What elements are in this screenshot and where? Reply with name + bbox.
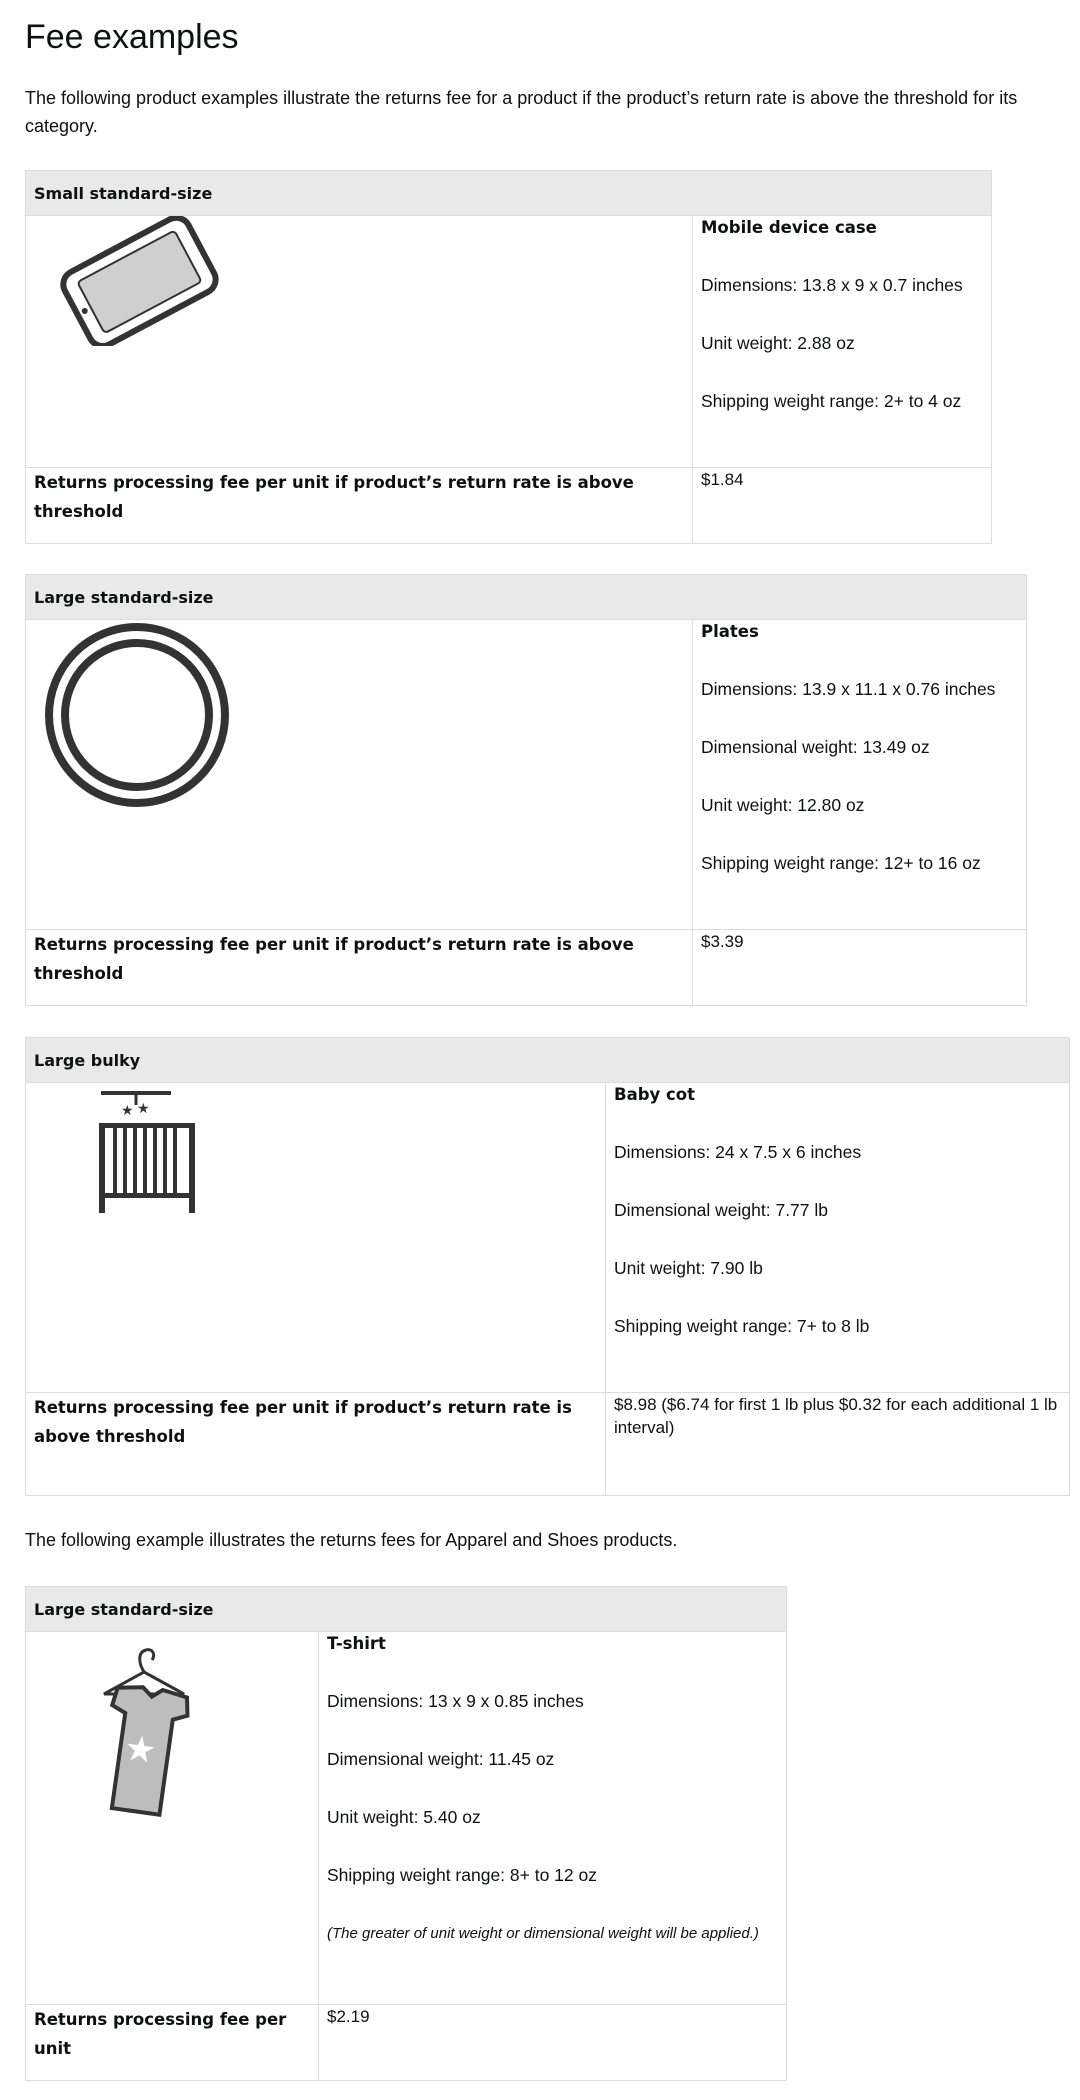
fee-label: Returns processing fee per unit	[26, 2005, 319, 2081]
baby-cot-icon	[69, 1083, 209, 1223]
svg-text:★: ★	[121, 1727, 160, 1773]
product-image-cell	[26, 620, 693, 930]
product-dimensions: Dimensions: 13.9 x 11.1 x 0.76 inches	[701, 679, 996, 699]
product-details-cell	[693, 620, 1027, 930]
svg-text:★: ★	[137, 1101, 150, 1117]
product-image-cell	[26, 216, 693, 468]
size-tier-header: Large bulky	[26, 1038, 1070, 1083]
plate-icon	[42, 620, 232, 810]
fee-value: $2.19	[319, 2005, 787, 2081]
product-dimensions: Dimensions: 13.8 x 9 x 0.7 inches	[701, 275, 963, 295]
product-dimensions: Dimensions: 13 x 9 x 0.85 inches	[327, 1691, 584, 1711]
product-details-cell	[606, 1083, 1070, 1393]
fee-value: $8.98 ($6.74 for first 1 lb plus $0.32 for each additional 1 lb interval)	[606, 1393, 1070, 1496]
shipping-weight-range: Shipping weight range: 7+ to 8 lb	[614, 1316, 870, 1336]
weight-note: (The greater of unit weight or dimensional weight will be applied.)	[327, 1925, 759, 1942]
fee-label: Returns processing fee per unit if product’s return rate is above threshold	[26, 930, 693, 1006]
unit-weight: Unit weight: 5.40 oz	[327, 1807, 481, 1827]
shipping-weight-range: Shipping weight range: 2+ to 4 oz	[701, 391, 962, 411]
tablet-icon	[44, 216, 234, 346]
fee-example-table-apparel	[25, 1586, 787, 2081]
shipping-weight-range: Shipping weight range: 12+ to 16 oz	[701, 853, 981, 873]
product-name: Baby cot	[614, 1085, 696, 1104]
size-tier-header: Large standard-size	[26, 575, 1027, 620]
fee-example-table-large-bulky	[25, 1037, 1070, 1496]
unit-weight: Unit weight: 2.88 oz	[701, 333, 855, 353]
page-title: Fee examples	[25, 18, 239, 56]
unit-weight: Unit weight: 7.90 lb	[614, 1258, 763, 1278]
size-tier-header: Large standard-size	[26, 1587, 787, 1632]
product-details-cell	[319, 1632, 787, 2005]
product-name: Plates	[701, 622, 759, 641]
fee-example-table-small-standard	[25, 170, 992, 544]
product-dimensions: Dimensions: 24 x 7.5 x 6 inches	[614, 1142, 862, 1162]
unit-weight: Unit weight: 12.80 oz	[701, 795, 865, 815]
product-image-cell	[26, 1083, 606, 1393]
product-name: T-shirt	[327, 1634, 386, 1653]
tshirt-icon	[64, 1632, 224, 1832]
product-name: Mobile device case	[701, 218, 877, 237]
shipping-weight-range: Shipping weight range: 8+ to 12 oz	[327, 1865, 597, 1885]
dimensional-weight: Dimensional weight: 11.45 oz	[327, 1749, 555, 1769]
fee-label: Returns processing fee per unit if product’s return rate is above threshold	[26, 1393, 606, 1496]
svg-text:★: ★	[121, 1103, 134, 1119]
intro-paragraph: The following product examples illustrate the returns fee for a product if the product’s return rate is above the threshold for its category.	[25, 88, 1018, 136]
dimensional-weight: Dimensional weight: 7.77 lb	[614, 1200, 829, 1220]
size-tier-header: Small standard-size	[26, 171, 992, 216]
apparel-intro-paragraph: The following example illustrates the returns fees for Apparel and Shoes products.	[25, 1530, 678, 1550]
fee-label: Returns processing fee per unit if product’s return rate is above threshold	[26, 468, 693, 544]
fee-example-table-large-standard	[25, 574, 1027, 1006]
fee-value: $3.39	[693, 930, 1027, 1006]
product-image-cell	[26, 1632, 319, 2005]
dimensional-weight: Dimensional weight: 13.49 oz	[701, 737, 930, 757]
product-details-cell	[693, 216, 992, 468]
fee-value: $1.84	[693, 468, 992, 544]
